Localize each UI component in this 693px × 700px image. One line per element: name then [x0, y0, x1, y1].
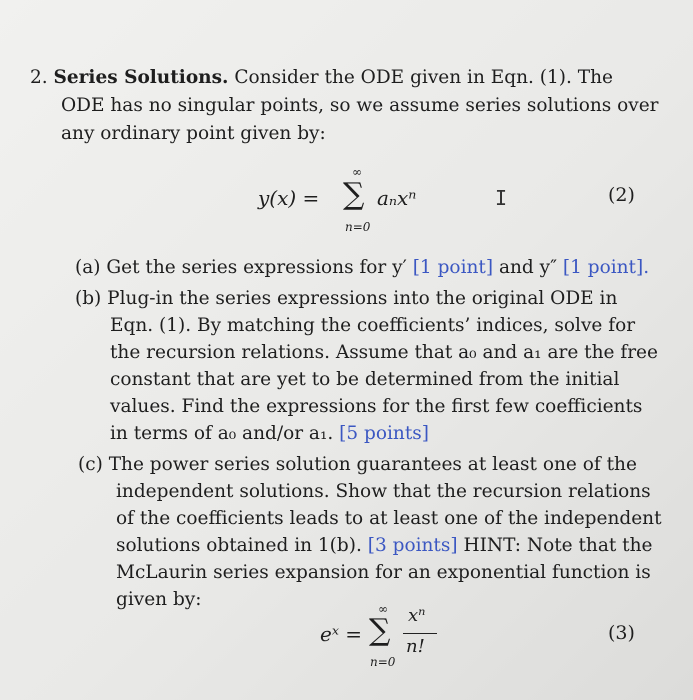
- part-c-line-5: McLaurin series expansion for an exponential function is: [116, 562, 651, 583]
- part-c-text-1: The power series solution guarantees at least one of the: [108, 454, 637, 475]
- eq3-lhs: eˣ =: [320, 622, 363, 646]
- part-c-label: (c): [78, 454, 103, 475]
- part-c-points: [3 points]: [367, 535, 458, 556]
- part-b-label: (b): [75, 288, 102, 309]
- problem-intro-line-3: any ordinary point given by:: [61, 123, 326, 144]
- eq2-sigma: ∑: [343, 177, 365, 212]
- part-b-line-3: the recursion relations. Assume that a₀ and a₁ are the free: [110, 342, 658, 363]
- eq3-denominator: n!: [406, 636, 425, 657]
- part-b-line-4: constant that are yet to be determined from the initial: [110, 369, 620, 390]
- part-b-points: [5 points]: [339, 423, 429, 444]
- part-c-line-2: independent solutions. Show that the recursion relations: [116, 481, 651, 502]
- eq2-sum-upper: ∞: [352, 165, 362, 179]
- eq3-number: (3): [608, 622, 635, 644]
- eq2-term: aₙxⁿ: [377, 186, 417, 210]
- part-b-text-6: in terms of a₀ and/or a₁.: [110, 423, 334, 444]
- text-cursor-icon: I: [495, 186, 508, 210]
- part-b-text-1: Plug-in the series expressions into the original ODE in: [107, 288, 618, 309]
- problem-number: 2.: [30, 67, 48, 88]
- problem-intro-line-2: ODE has no singular points, so we assume series solutions over: [61, 95, 659, 116]
- part-c-hint: HINT: Note that the: [463, 535, 653, 556]
- part-b-line-6: [110, 422, 429, 446]
- part-a-mid: and y″: [498, 257, 557, 278]
- part-a-text: Get the series expressions for y′: [106, 257, 407, 278]
- eq3-fraction-bar: [403, 633, 437, 634]
- intro-text-1: Consider the ODE given in Eqn. (1). The: [234, 67, 613, 88]
- part-a-points-2: [1 point].: [562, 257, 650, 278]
- problem-intro-line-1: [30, 66, 613, 90]
- part-b-line-5: values. Find the expressions for the first few coefficients: [110, 396, 643, 417]
- problem-title: Series Solutions.: [53, 67, 229, 88]
- eq2-lhs: y(x) =: [258, 186, 320, 210]
- part-c-line-1: [78, 453, 637, 477]
- eq3-sigma: ∑: [369, 613, 391, 648]
- eq3-numerator: xⁿ: [408, 605, 426, 626]
- part-c-line-6: given by:: [116, 589, 202, 610]
- eq3-sum-lower: n=0: [370, 655, 396, 669]
- part-c-line-4: [116, 534, 652, 558]
- part-a-label: (a): [75, 257, 101, 278]
- part-b-line-1: [75, 287, 617, 311]
- eq3-sum-upper: ∞: [378, 602, 388, 616]
- part-a-points-1: [1 point]: [412, 257, 494, 278]
- part-c-text-4: solutions obtained in 1(b).: [116, 535, 362, 556]
- part-a: [75, 256, 649, 280]
- eq2-number: (2): [608, 184, 635, 206]
- part-b-line-2: Eqn. (1). By matching the coefficients’ indices, solve for: [110, 315, 636, 336]
- eq2-sum-lower: n=0: [345, 220, 371, 234]
- part-c-line-3: of the coefficients leads to at least one of the independent: [116, 508, 662, 529]
